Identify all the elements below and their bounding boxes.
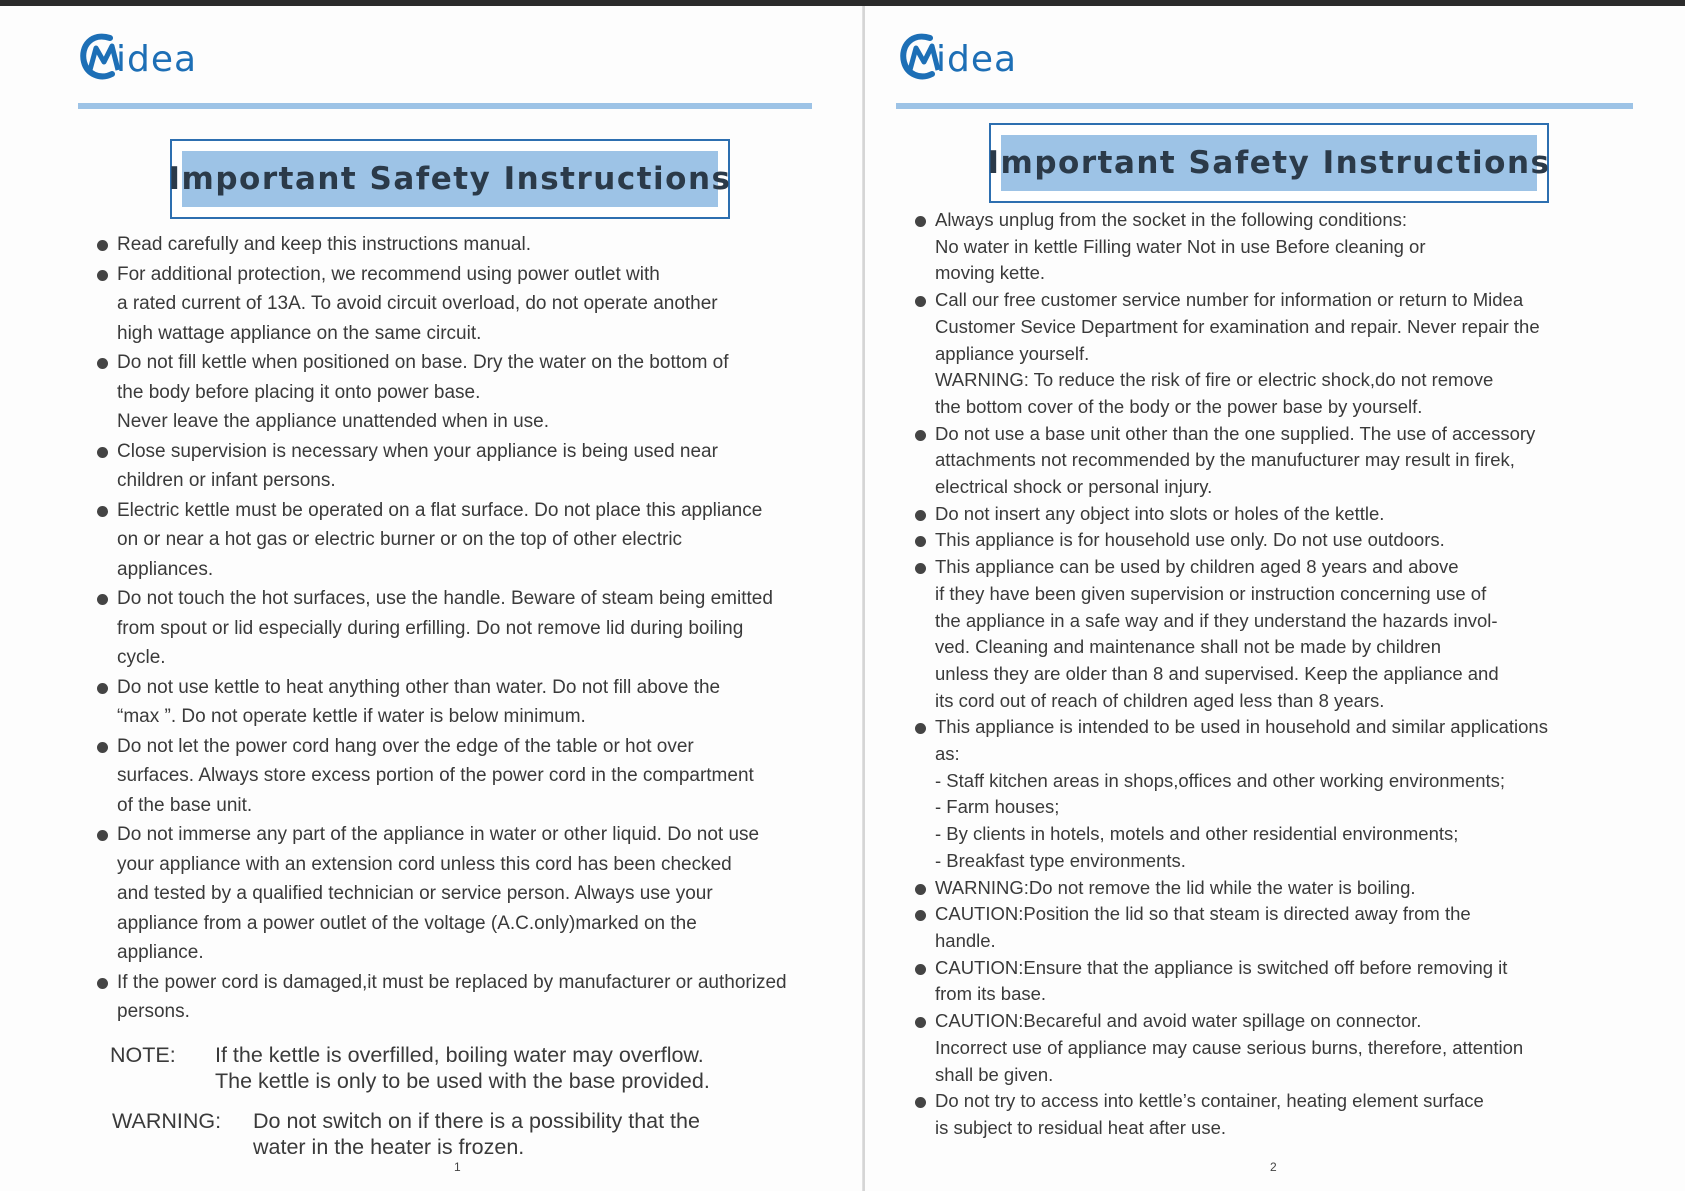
list-item-line: a rated current of 13A. To avoid circuit overload, do not operate another bbox=[117, 293, 718, 314]
list-item-line: - Farm houses; bbox=[935, 796, 1060, 818]
list-item-line: “max ”. Do not operate kettle if water is below minimum. bbox=[117, 706, 586, 727]
list-item-line: appliance. bbox=[117, 942, 204, 963]
list-item-line: children or infant persons. bbox=[117, 470, 336, 491]
list-item-line: Do not immerse any part of the appliance in water or other liquid. Do not use bbox=[117, 824, 760, 845]
header-rule bbox=[896, 103, 1633, 109]
page-number: 1 bbox=[454, 1160, 461, 1174]
list-item-line: WARNING: To reduce the risk of fire or electric shock,do not remove bbox=[935, 369, 1494, 391]
list-item-line: attachments not recommended by the manufucturer may result in firek, bbox=[935, 449, 1515, 471]
list-item-line: For additional protection, we recommend using power outlet with bbox=[117, 263, 660, 285]
safety-list-left bbox=[97, 230, 817, 1027]
note-block bbox=[110, 1042, 730, 1094]
list-item-line: your appliance with an extension cord unless this cord has been checked bbox=[117, 853, 732, 875]
list-item-line: - Staff kitchen areas in shops,offices and other working environments; bbox=[935, 769, 1506, 791]
warning-line: water in the heater is frozen. bbox=[253, 1135, 525, 1159]
title-banner bbox=[987, 135, 1551, 191]
list-item bbox=[915, 875, 1585, 902]
list-item bbox=[97, 968, 817, 1027]
list-item bbox=[915, 901, 1585, 954]
header-rule bbox=[78, 103, 812, 109]
warning-label: WARNING: bbox=[112, 1109, 222, 1133]
list-item-line: as: bbox=[935, 743, 960, 765]
list-item-line: shall be given. bbox=[935, 1063, 1054, 1085]
midea-logo bbox=[900, 30, 1018, 90]
list-item bbox=[97, 437, 817, 496]
list-item bbox=[97, 673, 817, 732]
list-item bbox=[915, 1008, 1585, 1088]
list-item bbox=[915, 501, 1585, 528]
title-frame bbox=[989, 123, 1549, 203]
list-item-line: This appliance is intended to be used in household and similar applications bbox=[935, 716, 1548, 738]
list-item-line: Do not insert any object into slots or holes of the kettle. bbox=[935, 502, 1385, 524]
list-item bbox=[915, 421, 1585, 501]
list-item-line: If the power cord is damaged,it must be replaced by manufacturer or authorized bbox=[117, 971, 787, 993]
list-item bbox=[915, 955, 1585, 1008]
list-item-line: Call our free customer service number for information or return to Midea bbox=[935, 289, 1524, 311]
list-item-line: Do not touch the hot surfaces, use the handle. Beware of steam being emitted bbox=[117, 588, 773, 609]
list-item-line: Customer Sevice Department for examination and repair. Never repair the bbox=[935, 315, 1540, 337]
list-item bbox=[97, 230, 817, 260]
list-item-line: persons. bbox=[117, 1001, 190, 1022]
list-item-line: This appliance can be used by children aged 8 years and above bbox=[935, 556, 1459, 578]
list-item-line: the body before placing it onto power base. bbox=[117, 381, 481, 403]
page-title: Important Safety Instructions bbox=[168, 161, 732, 197]
logo-wordmark: idea bbox=[116, 39, 198, 80]
list-item-line: if they have been given supervision or instruction concerning use of bbox=[935, 582, 1487, 604]
list-item-line: appliance yourself. bbox=[935, 342, 1090, 364]
warning-block bbox=[112, 1108, 752, 1160]
warning-line: Do not switch on if there is a possibility that the bbox=[253, 1109, 700, 1133]
list-item-line: appliances. bbox=[117, 558, 214, 580]
list-item bbox=[97, 260, 817, 349]
title-banner bbox=[168, 151, 732, 207]
midea-logo bbox=[80, 30, 198, 90]
list-item-line: and tested by a qualified technician or service person. Always use your bbox=[117, 883, 713, 904]
list-item-line: the bottom cover of the body or the power base by yourself. bbox=[935, 395, 1423, 417]
list-item-line: of the base unit. bbox=[117, 794, 253, 816]
list-item-line: high wattage appliance on the same circuit. bbox=[117, 322, 482, 344]
list-item bbox=[97, 732, 817, 821]
list-item bbox=[915, 554, 1585, 714]
list-item-line: Do not let the power cord hang over the edge of the table or hot over bbox=[117, 735, 694, 757]
list-item-line: Do not use a base unit other than the one supplied. The use of accessory bbox=[935, 422, 1536, 444]
list-item-line: on or near a hot gas or electric burner or on the top of other electric bbox=[117, 529, 683, 550]
list-item-line: unless they are older than 8 and supervised. Keep the appliance and bbox=[935, 662, 1499, 684]
list-item-line: - By clients in hotels, motels and other residential environments; bbox=[935, 823, 1459, 845]
list-item-line: surfaces. Always store excess portion of the power cord in the compartment bbox=[117, 765, 754, 786]
list-item-line: Do not fill kettle when positioned on base. Dry the water on the bottom of bbox=[117, 352, 729, 373]
list-item bbox=[915, 287, 1585, 421]
list-item-line: CAUTION:Position the lid so that steam is directed away from the bbox=[935, 903, 1471, 925]
list-item bbox=[915, 714, 1585, 874]
note-line: The kettle is only to be used with the base provided. bbox=[215, 1069, 710, 1093]
list-item bbox=[97, 584, 817, 673]
list-item-line: - Breakfast type environments. bbox=[935, 849, 1186, 871]
list-item bbox=[915, 527, 1585, 554]
list-item bbox=[915, 207, 1585, 287]
logo-wordmark: idea bbox=[936, 39, 1018, 80]
list-item bbox=[915, 1088, 1585, 1141]
list-item bbox=[97, 348, 817, 437]
list-item-line: CAUTION:Ensure that the appliance is switched off before removing it bbox=[935, 956, 1508, 978]
list-item-line: WARNING:Do not remove the lid while the water is boiling. bbox=[935, 876, 1416, 898]
list-item-line: ved. Cleaning and maintenance shall not be made by children bbox=[935, 636, 1441, 658]
page-title: Important Safety Instructions bbox=[987, 145, 1551, 181]
list-item-line: This appliance is for household use only. Do not use outdoors. bbox=[935, 529, 1445, 551]
list-item-line: handle. bbox=[935, 929, 996, 951]
list-item-line: CAUTION:Becareful and avoid water spillage on connector. bbox=[935, 1010, 1422, 1032]
list-item-line: cycle. bbox=[117, 647, 166, 668]
note-label: NOTE: bbox=[110, 1043, 176, 1067]
list-item-line: moving kette. bbox=[935, 262, 1046, 284]
list-item-line: the appliance in a safe way and if they understand the hazards invol- bbox=[935, 609, 1498, 631]
list-item-line: No water in kettle Filling water Not in use Before cleaning or bbox=[935, 235, 1426, 257]
list-item-line: appliance from a power outlet of the voltage (A.C.only)marked on the bbox=[117, 912, 697, 934]
list-item-line: electrical shock or personal injury. bbox=[935, 476, 1213, 498]
list-item-line: Read carefully and keep this instructions manual. bbox=[117, 234, 532, 255]
list-item-line: Electric kettle must be operated on a flat surface. Do not place this appliance bbox=[117, 499, 763, 521]
list-item-line: Never leave the appliance unattended when in use. bbox=[117, 411, 550, 432]
title-frame bbox=[170, 139, 730, 219]
list-item-line: Incorrect use of appliance may cause serious burns, therefore, attention bbox=[935, 1036, 1524, 1058]
list-item-line: Do not use kettle to heat anything other than water. Do not fill above the bbox=[117, 676, 721, 698]
list-item-line: from its base. bbox=[935, 983, 1047, 1005]
list-item bbox=[97, 820, 817, 968]
list-item-line: its cord out of reach of children aged less than 8 years. bbox=[935, 689, 1385, 711]
safety-list-right bbox=[915, 207, 1585, 1142]
list-item-line: Do not try to access into kettle’s container, heating element surface bbox=[935, 1090, 1484, 1112]
list-item bbox=[97, 496, 817, 585]
note-line: If the kettle is overfilled, boiling water may overflow. bbox=[215, 1043, 704, 1067]
list-item-line: from spout or lid especially during erfilling. Do not remove lid during boiling bbox=[117, 617, 744, 639]
list-item-line: Always unplug from the socket in the following conditions: bbox=[935, 209, 1408, 230]
list-item-line: is subject to residual heat after use. bbox=[935, 1116, 1227, 1138]
list-item-line: Close supervision is necessary when your appliance is being used near bbox=[117, 440, 718, 462]
page-number: 2 bbox=[1270, 1160, 1277, 1174]
